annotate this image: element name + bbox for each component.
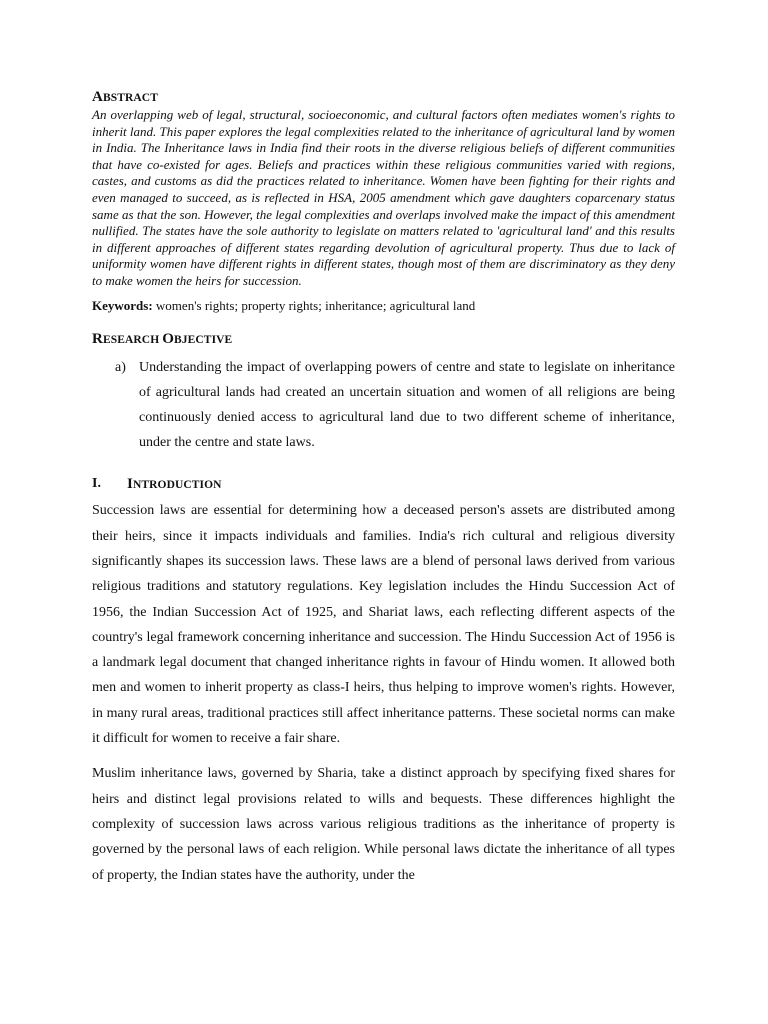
introduction-paragraph-2: Muslim inheritance laws, governed by Sharia, take a distinct approach by specifying fixed shares for heirs and distinct legal provisions related to wills and bequests. These differences highlight the complexity of succession laws across various religious traditions as the inheritance of property is governed by the personal laws of each religion. While personal laws dictate the inheritance of all types of property, the Indian states have the authority, under the bbox=[92, 766, 675, 883]
section-number: I. bbox=[92, 476, 101, 492]
abstract-text: An overlapping web of legal, structural, socioeconomic, and cultural factors often mediates women's rights to inherit land. This paper explores the legal complexities related to the inheritance of agricultural land by women in India. The Inheritance laws in India find their roots in the diverse religious beliefs of different communities that have co-existed for ages. Beliefs and practices within these religious communities varied with regions, castes, and customs as did the practices related to inheritance. Women have been fighting for their rights and even managed to succeed, as is reflected in HSA, 2005 amendment which gave daughters coparcenary status same as that the son. However, the legal complexities and overlaps involved make the impact of this amendment nullified. The states have the sole authority to legislate on matters related to 'agricultural land' and this results in different approaches of different states regarding devolution of agricultural property. Thus due to lack of uniformity women have different rights in different states, though most of them are discriminatory as they deny to make women the heirs for succession. bbox=[92, 107, 675, 288]
list-marker: a) bbox=[115, 359, 126, 375]
keywords-line bbox=[92, 297, 675, 314]
keywords-label: Keywords: bbox=[92, 297, 153, 313]
keywords-text: women's rights; property rights; inheritance; agricultural land bbox=[155, 297, 476, 313]
research-objective-heading: RESEARCH OBJECTIVE bbox=[92, 330, 233, 347]
abstract-heading: ABSTRACT bbox=[92, 89, 158, 105]
document-page bbox=[92, 88, 675, 888]
introduction-heading: I. INTRODUCTION bbox=[92, 476, 222, 493]
research-objective-text: Understanding the impact of overlapping powers of centre and state to legislate on inheritance of agricultural lands had created an uncertain situation and women of all religions are being continuously denied access to agricultural land due to two different scheme of inheritance, under the centre and state laws. bbox=[139, 359, 675, 451]
research-objective-item bbox=[92, 355, 675, 456]
introduction-paragraph-1: Succession laws are essential for determining how a deceased person's assets are distributed among their heirs, since it impacts individuals and families. India's rich cultural and religious diversity significantly shapes its succession laws. These laws are a blend of personal laws derived from various religious traditions and statutory regulations. Key legislation includes the Hindu Succession Act of 1956, the Indian Succession Act of 1925, and Shariat laws, each reflecting different aspects of the country's legal framework concerning inheritance and succession. The Hindu Succession Act of 1956 is a landmark legal document that changed inheritance rights in favour of Hindu women. It allowed both men and women to inherit property as class-I heirs, thus helping to improve women's rights. However, in many rural areas, traditional practices still affect inheritance patterns. These societal norms can make it difficult for women to receive a fair share. bbox=[92, 503, 675, 747]
